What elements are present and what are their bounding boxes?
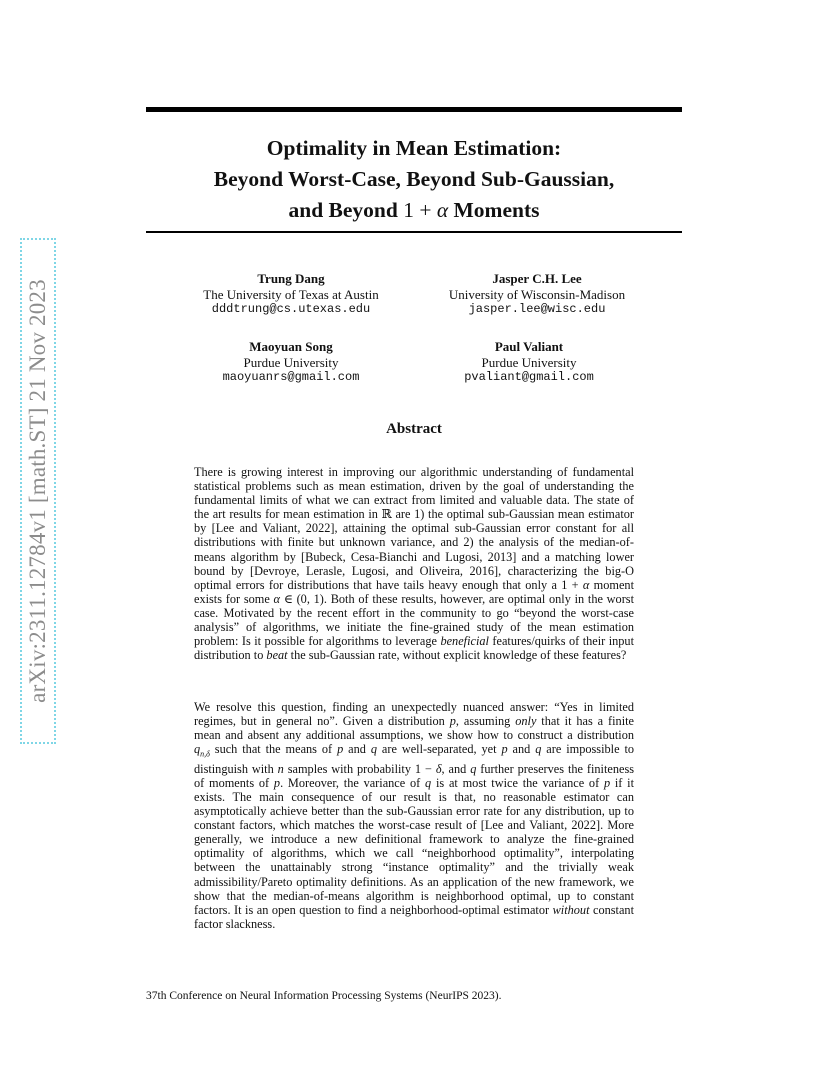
title-line-1: Optimality in Mean Estimation: — [266, 136, 562, 160]
abstract-paragraph-2: We resolve this question, finding an unexpectedly nuanced answer: “Yes in limited regimes, but in general no”. Given a distribution p, assuming only that it has a finite mean and absent any additional assumptions, we show how to construct a distribution $q_{n,\delta}$ such that the means of p and q are well-separated, yet p and q are impossible to distinguish with n samples with probability 1 − δ, and q further preserves the finiteness of moments of p. Moreover, the variance of q is at most twice the variance of p if it exists. The main consequence of our result is that, no reasonable estimator can asymptotically achieve better than the sub-Gaussian error rate for any distribution, up to constant factors, which matches the worst-case result of [Lee and Valiant, 2022]. More generally, we introduce a new definitional framework to analyze the fine-grained optimality of algorithms, which we call “neighborhood optimality”, interpolating between the unattainably strong “instance optimality” and the trivially weak admissibility/Pareto optimality definitions. As an application of the new framework, we show that the median-of-means algorithm is neighborhood optimal, up to constant factors. It is an open question to find a neighborhood-optimal estimator without constant factor slackness. — [194, 700, 635, 931]
author-email[interactable]: pvaliant@gmail.com — [464, 370, 594, 384]
author-email[interactable]: jasper.lee@wisc.edu — [468, 302, 606, 316]
author-name: Paul Valiant — [494, 339, 564, 354]
author-block — [156, 339, 426, 386]
author-block — [402, 271, 672, 318]
arxiv-stamp-text: arXiv:2311.12784v1 [math.ST] 21 Nov 2023 — [25, 279, 50, 703]
paper-title — [146, 133, 682, 226]
title-top-rule — [146, 107, 682, 112]
arxiv-stamp[interactable] — [20, 238, 56, 744]
author-affiliation: The University of Texas at Austin — [203, 286, 379, 302]
title-math: 1 + α — [403, 198, 449, 222]
author-name: Maoyuan Song — [249, 339, 333, 354]
conference-footer: 37th Conference on Neural Information Processing Systems (NeurIPS 2023). — [146, 990, 502, 1002]
author-email[interactable]: maoyuanrs@gmail.com — [222, 370, 360, 384]
title-line-3 — [146, 195, 682, 226]
author-affiliation: Purdue University — [481, 354, 577, 370]
abstract-paragraph-1: There is growing interest in improving our algorithmic understanding of fundamental statistical problems such as mean estimation, driven by the goal of understanding the fundamental limits of what we can extract from limited and valuable data. The state of the art results for mean estimation in ℝ are 1) the optimal sub-Gaussian mean estimator by [Lee and Valiant, 2022], attaining the optimal sub-Gaussian error constant for all distributions with finite but unknown variance, and 2) the analysis of the median-of-means algorithm by [Bubeck, Cesa-Bianchi and Lugosi, 2013] and a matching lower bound by [Devroye, Lerasle, Lugosi, and Oliveira, 2016], characterizing the big-O optimal errors for distributions that have tails heavy enough that only a 1 + α moment exists for some α ∈ (0, 1). Both of these results, however, are optimal only in the worst case. Motivated by the recent effort in the community to go “beyond the worst-case analysis” of algorithms, we initiate the fine-grained study of the mean estimation problem: Is it possible for algorithms to leverage beneficial features/quirks of their input distribution to beat the sub-Gaussian rate, without explicit knowledge of these features? — [194, 465, 634, 663]
author-block — [394, 339, 664, 386]
title-line-3-post: Moments — [453, 198, 540, 222]
author-affiliation: University of Wisconsin-Madison — [448, 286, 626, 302]
author-affiliation: Purdue University — [243, 354, 339, 370]
title-line-2: Beyond Worst-Case, Beyond Sub-Gaussian, — [213, 167, 615, 191]
author-name: Jasper C.H. Lee — [492, 271, 582, 286]
abstract-heading: Abstract — [386, 421, 442, 437]
author-block — [156, 271, 426, 318]
title-bottom-rule — [146, 231, 682, 233]
title-line-3-pre: and Beyond — [288, 198, 398, 222]
author-name: Trung Dang — [257, 271, 325, 286]
author-email[interactable]: dddtrung@cs.utexas.edu — [211, 302, 371, 316]
